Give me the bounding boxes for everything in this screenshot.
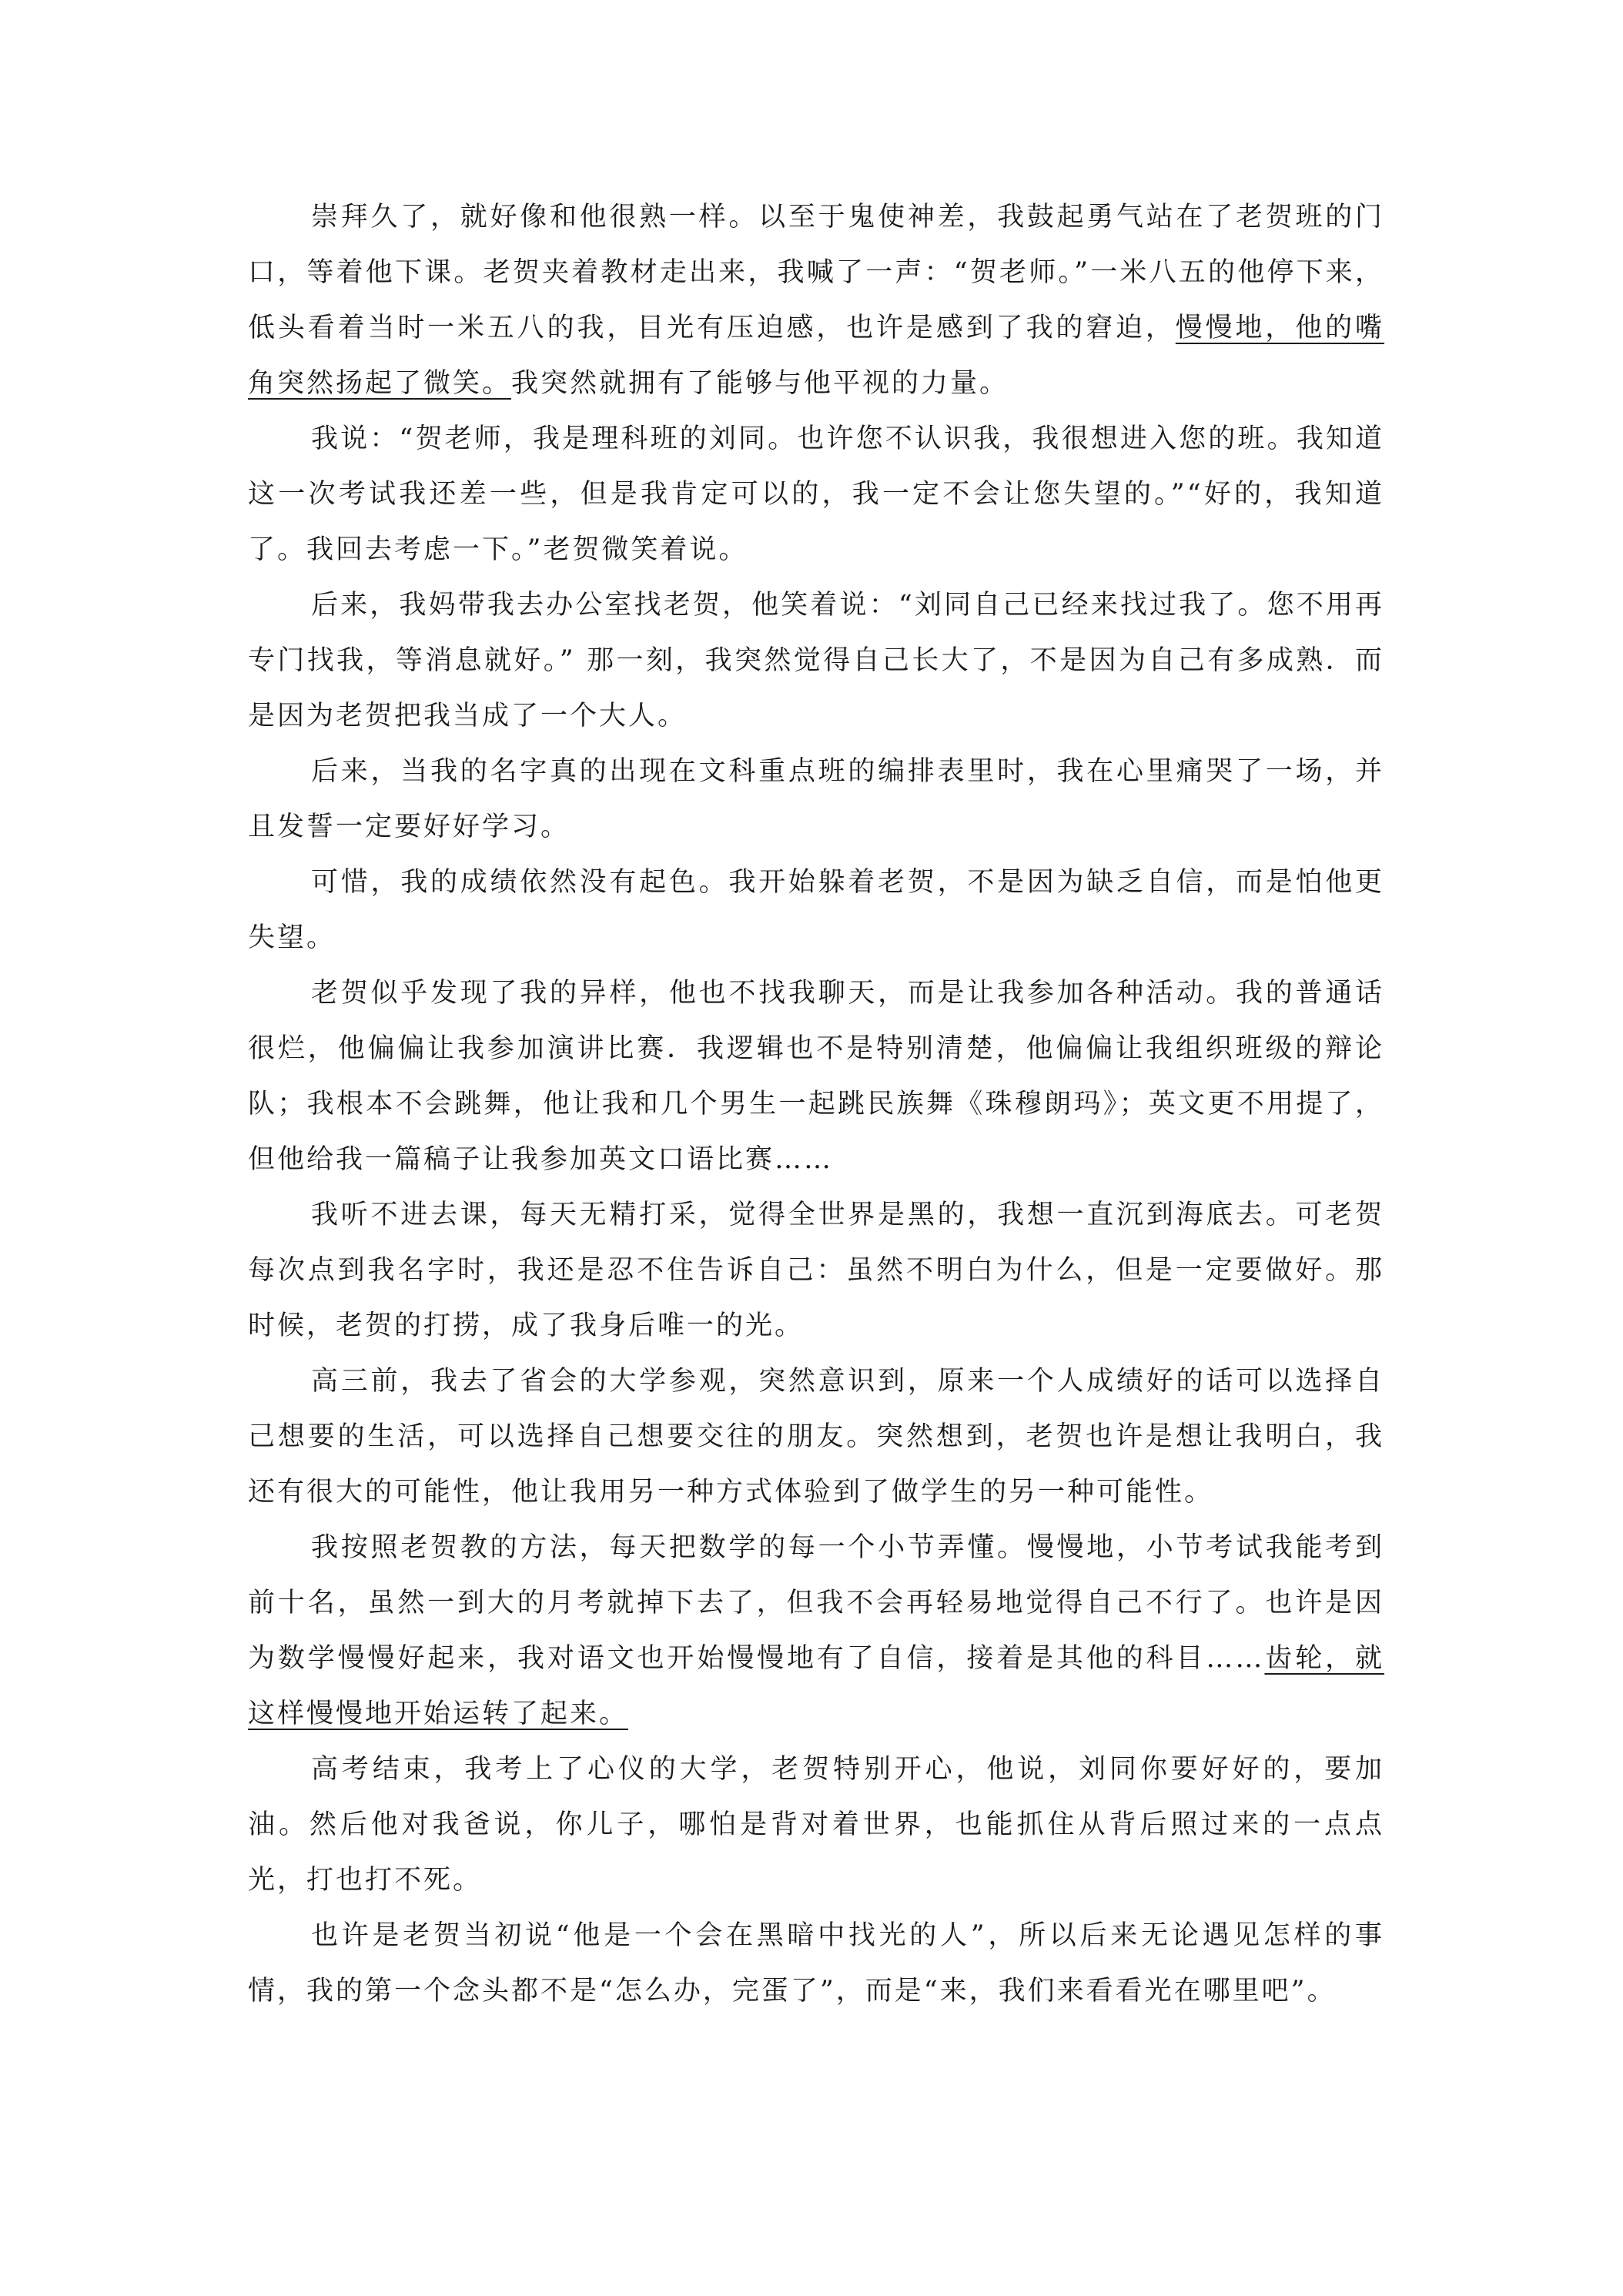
paragraph [248,1908,1384,2019]
paragraph-text: 我突然就拥有了能够与他平视的力量。 [511,368,1009,399]
paragraph [248,966,1384,1187]
paragraph [248,189,1384,411]
paragraph [248,855,1384,966]
paragraph-text: 也许是老贺当初说“他是一个会在黑暗中找光的人”，所以后来无论遇见怎样的事情，我的第一个念头都不是“怎么办，完蛋了”，而是“来，我们来看看光在哪里吧”。 [248,1920,1384,2006]
paragraph-text: 高考结束，我考上了心仪的大学，老贺特别开心，他说，刘同你要好好的，要加油。然后他对我爸说，你儿子，哪怕是背对着世界，也能抓住从背后照过来的一点点光，打也打不死。 [248,1754,1384,1896]
paragraph [248,1742,1384,1908]
paragraph-text: 后来，当我的名字真的出现在文科重点班的编排表里时，我在心里痛哭了一场，并且发誓一定要好好学习。 [248,756,1384,842]
article-body [248,189,1384,2019]
paragraph [248,744,1384,855]
paragraph [248,1354,1384,1520]
paragraph-text: 高三前，我去了省会的大学参观，突然意识到，原来一个人成绩好的话可以选择自己想要的生活，可以选择自己想要交往的朋友。突然想到，老贺也许是想让我明白，我还有很大的可能性，他让我用另一种方式体验到了做学生的另一种可能性。 [248,1366,1384,1508]
paragraph-text: 我听不进去课，每天无精打采，觉得全世界是黑的，我想一直沉到海底去。可老贺每次点到我名字时，我还是忍不住告诉自己：虽然不明白为什么，但是一定要做好。那时候，老贺的打捞，成了我身后唯一的光。 [248,1200,1384,1341]
paragraph-text: 后来，我妈带我去办公室找老贺，他笑着说：“刘同自己已经来找过我了。您不用再专门找我，等消息就好。” 那一刻，我突然觉得自己长大了，不是因为自己有多成熟．而是因为老贺把我当成了一个大人。 [248,590,1384,731]
paragraph-text: 我说：“贺老师，我是理科班的刘同。也许您不认识我，我很想进入您的班。我知道这一次考试我还差一些，但是我肯定可以的，我一定不会让您失望的。”“好的，我知道了。我回去考虑一下。”老贺微笑着说。 [248,423,1384,565]
paragraph [248,411,1384,577]
underlined-sentence: 慢慢地，他的嘴角突然扬起了微笑。 [248,313,1384,399]
paragraph [248,577,1384,744]
underlined-sentence: 齿轮，就这样慢慢地开始运转了起来。 [248,1643,1384,1729]
paragraph [248,1520,1384,1742]
paragraph-text: 崇拜久了，就好像和他很熟一样。以至于鬼使神差，我鼓起勇气站在了老贺班的门口，等着他下课。老贺夹着教材走出来，我喊了一声：“贺老师。”一米八五的他停下来，低头看着当时一米五八的我，目光有压迫感，也许是感到了我的窘迫， [248,202,1384,343]
paragraph [248,1187,1384,1354]
paragraph-text: 可惜，我的成绩依然没有起色。我开始躲着老贺，不是因为缺乏自信，而是怕他更失望。 [248,867,1384,953]
paragraph-text: 我按照老贺教的方法，每天把数学的每一个小节弄懂。慢慢地，小节考试我能考到前十名，虽然一到大的月考就掉下去了，但我不会再轻易地觉得自己不行了。也许是因为数学慢慢好起来，我对语文也开始慢慢地有了自信，接着是其他的科目…… [248,1532,1384,1674]
paragraph-text: 老贺似乎发现了我的异样，他也不找我聊天，而是让我参加各种活动。我的普通话很烂，他偏偏让我参加演讲比赛．我逻辑也不是特别清楚，他偏偏让我组织班级的辩论队；我根本不会跳舞，他让我和几个男生一起跳民族舞《珠穆朗玛》；英文更不用提了，但他给我一篇稿子让我参加英文口语比赛…… [248,978,1384,1175]
